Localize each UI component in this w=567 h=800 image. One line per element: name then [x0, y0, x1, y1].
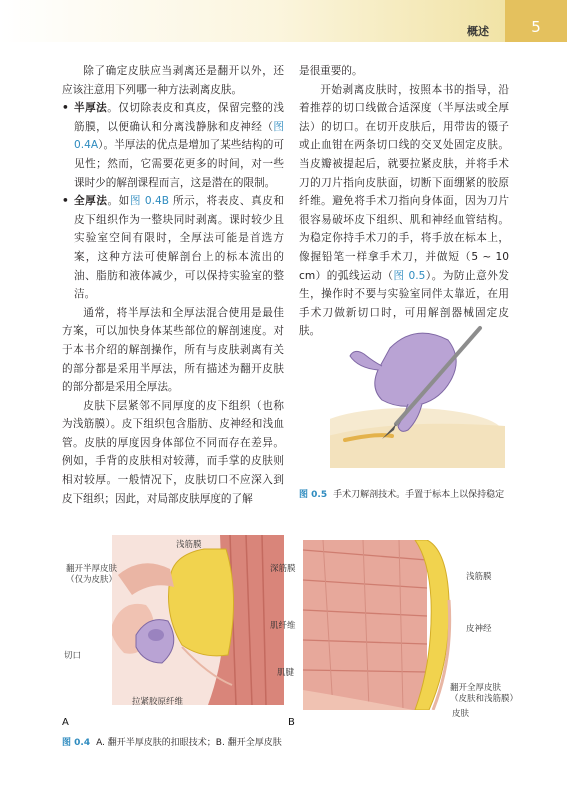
- paragraph: [299, 81, 509, 341]
- figure-0-4-caption: [62, 737, 502, 750]
- page-header: [0, 0, 567, 42]
- figure-label: 图 0.4: [62, 738, 91, 748]
- figure-0-4a-illustration: [112, 535, 284, 705]
- left-column: [62, 62, 284, 508]
- bullet-half-thickness: [62, 99, 284, 192]
- label-muscle-fiber: 肌纤维: [270, 621, 296, 631]
- text: 所示，将表皮、真皮和皮下组织作为一整块同时剥离。课时较少且实验室空间有限时，全厚法可能是首选方案，这种方法可使解剖台上的标本流出的油、脂肪和液体减少，可以保持实验室的整洁。: [74, 195, 285, 301]
- figure-label: 图 0.5: [299, 490, 328, 500]
- figure-ref-link[interactable]: 图 0.4A: [74, 120, 284, 152]
- paragraph: 是很重要的。: [299, 65, 363, 77]
- scalpel-illustration: [330, 318, 510, 468]
- label-superficial-fascia-a: 浅筋膜: [176, 540, 202, 550]
- text: 。如: [107, 195, 130, 208]
- label-collagen: 拉紧胶原纤维: [132, 697, 184, 707]
- text: 。仅切除表皮和真皮，保留完整的浅筋膜，以便确认和分离浅静脉和皮神经（: [74, 102, 284, 133]
- section-title: 概述: [467, 25, 489, 38]
- panel-letter-a: A: [62, 717, 69, 728]
- text: ）。半厚法的优点是增加了某些结构的可见性；然而，它需要花更多的时间，对一些课时少的解剖课程而言，这是潜在的限制。: [74, 139, 284, 189]
- bullet-full-thickness: [62, 192, 284, 304]
- caption-text: 手术刀解剖技术。手置于标本上以保持稳定: [333, 490, 505, 500]
- paragraph: 通常，将半厚法和全厚法混合使用是最佳方案，可以加快身体某些部位的解剖速度。对于本书介绍的解剖操作，所有与皮肤剥离有关的部分都是采用半厚法，所有描述为翻开皮肤的部分都是采用全厚法。: [62, 306, 284, 394]
- right-column: [299, 62, 509, 341]
- figure-ref-link[interactable]: 图 0.5: [393, 269, 426, 282]
- page-number: 5: [505, 0, 567, 42]
- paragraph: 皮肤下层紧邻不同厚度的皮下组织（也称为浅筋膜）。皮下组织包含脂肪、皮神经和浅血管。皮肤的厚度因身体部位不同而存在差异。例如，手背的皮肤相对较薄，而手掌的皮肤则相对较厚。一般情况下，皮肤切口不应深入到皮下组织；因此，对局部皮肤厚度的了解: [62, 399, 284, 505]
- label-skin: 皮肤: [452, 709, 470, 719]
- label-superficial-fascia-b: 浅筋膜: [466, 572, 492, 582]
- header-band: [0, 0, 505, 42]
- label-flap-full: 翻开全厚皮肤 （皮肤和浅筋膜）: [450, 683, 519, 704]
- label-incision: 切口: [64, 651, 82, 661]
- label-flap-half: 翻开半厚皮肤 （仅为皮肤）: [66, 564, 118, 585]
- term: 半厚法: [74, 102, 108, 115]
- paragraph: 除了确定皮肤应当剥离还是翻开以外，还应该注意用下列哪一种方法剥离皮肤。: [62, 65, 284, 96]
- text: ）。为防止意外发生，操作时不要与实验室同伴太靠近，在用手术刀做新切口时，可用解剖器械固定皮肤。: [299, 269, 509, 338]
- caption-text: A. 翻开半厚皮肤的扣眼技术；B. 翻开全厚皮肤: [96, 738, 282, 748]
- figure-ref-link[interactable]: 图 0.4B: [129, 195, 170, 208]
- label-cutaneous-nerve: 皮神经: [466, 624, 492, 634]
- figure-0-5-caption: [299, 489, 539, 502]
- label-deep-fascia: 深筋膜: [270, 564, 296, 574]
- text: 开始剥离皮肤时，按照本书的指导，沿着推荐的切口线做合适深度（半厚法或全厚法）的切口。在切开皮肤后，用带齿的镊子或止血钳在两条切口线的交叉处固定皮肤。当皮瓣被提起后，就要拉紧皮肤，并将手术刀的刀片指向皮肤面，切断下面绷紧的胶原纤维。避免将手术刀指向身体面，因为刀片很容易破坏皮下组织、肌和神经血管结构。为稳定你持手术刀的手，将手放在标本上，像握铅笔一样拿手术刀，并做短（5 ~ 10 cm）的弧线运动（: [299, 83, 509, 282]
- label-tendon: 肌腱: [277, 668, 295, 678]
- panel-letter-b: B: [288, 717, 295, 728]
- figure-0-4b-illustration: [303, 540, 468, 710]
- term: 全厚法: [74, 195, 108, 208]
